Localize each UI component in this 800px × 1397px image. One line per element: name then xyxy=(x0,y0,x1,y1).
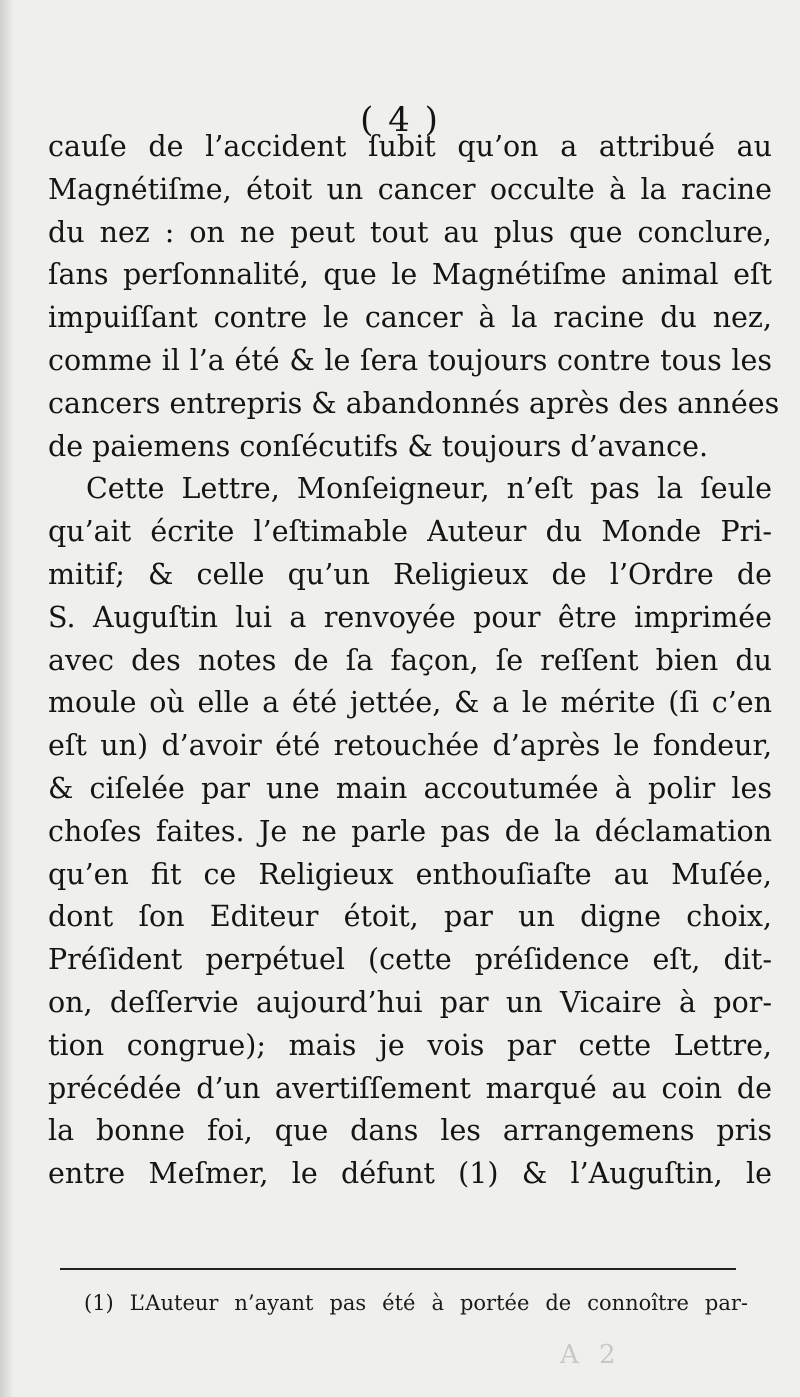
text-line: qu’en fit ce Religieux enthouſiaſte au Muſée, xyxy=(48,857,772,891)
footnote: (1) L’Auteur n’ayant pas été à portée de connoître par- xyxy=(84,1291,748,1315)
text-line: Préſident perpétuel (cette préſidence eſt, dit- xyxy=(48,943,772,977)
footnote-rule xyxy=(60,1268,736,1270)
text-line: comme il l’a été & le ſera toujours contre tous les xyxy=(48,343,772,377)
text-line: S. Auguſtin lui a renvoyée pour être imprimée xyxy=(48,600,772,634)
text-line: la bonne foi, que dans les arrangemens pris xyxy=(48,1114,772,1148)
text-line: eſt un) d’avoir été retouchée d’après le fondeur, xyxy=(48,729,772,763)
text-line: qu’ait écrite l’eſtimable Auteur du Monde Pri- xyxy=(48,515,772,549)
paragraph-start-line: Cette Lettre, Monſeigneur, n’eſt pas la ſeule xyxy=(86,472,772,506)
text-line: & ciſelée par une main accoutumée à polir les xyxy=(48,771,772,805)
text-line: tion congrue); mais je vois par cette Lettre, xyxy=(48,1028,772,1062)
text-line: précédée d’un avertiſſement marqué au coin de xyxy=(48,1071,772,1105)
text-line: moule où elle a été jettée, & a le mérite (ſi c’en xyxy=(48,686,772,720)
text-line: du nez : on ne peut tout au plus que conclure, xyxy=(48,215,772,249)
text-line: cancers entrepris & abandonnés après des années xyxy=(48,386,780,420)
signature-mark: A 2 xyxy=(560,1340,622,1370)
text-line: Magnétiſme, étoit un cancer occulte à la racine xyxy=(48,172,772,206)
text-line: cauſe de l’accident ſubit qu’on a attribué au xyxy=(48,130,772,163)
page-number: ( 4 ) xyxy=(360,100,440,140)
text-line: choſes faites. Je ne parle pas de la déclamation xyxy=(48,814,772,848)
text-line: dont ſon Editeur étoit, par un digne choix, xyxy=(48,900,772,934)
text-line: de paiemens conſécutifs & toujours d’avance. xyxy=(48,429,709,463)
text-line: entre Meſmer, le défunt (1) & l’Auguſtin, le xyxy=(48,1157,772,1191)
text-line: mitif; & celle qu’un Religieux de l’Ordre de xyxy=(48,557,772,591)
text-line: ſans perſonnalité, que le Magnétiſme animal eſt xyxy=(48,258,772,292)
text-line: avec des notes de ſa façon, ſe reſſent bien du xyxy=(48,643,772,677)
body-text xyxy=(48,126,780,1196)
text-line: impuiſſant contre le cancer à la racine du nez, xyxy=(48,301,772,335)
text-line: on, deſſervie aujourd’hui par un Vicaire à por- xyxy=(48,985,772,1019)
